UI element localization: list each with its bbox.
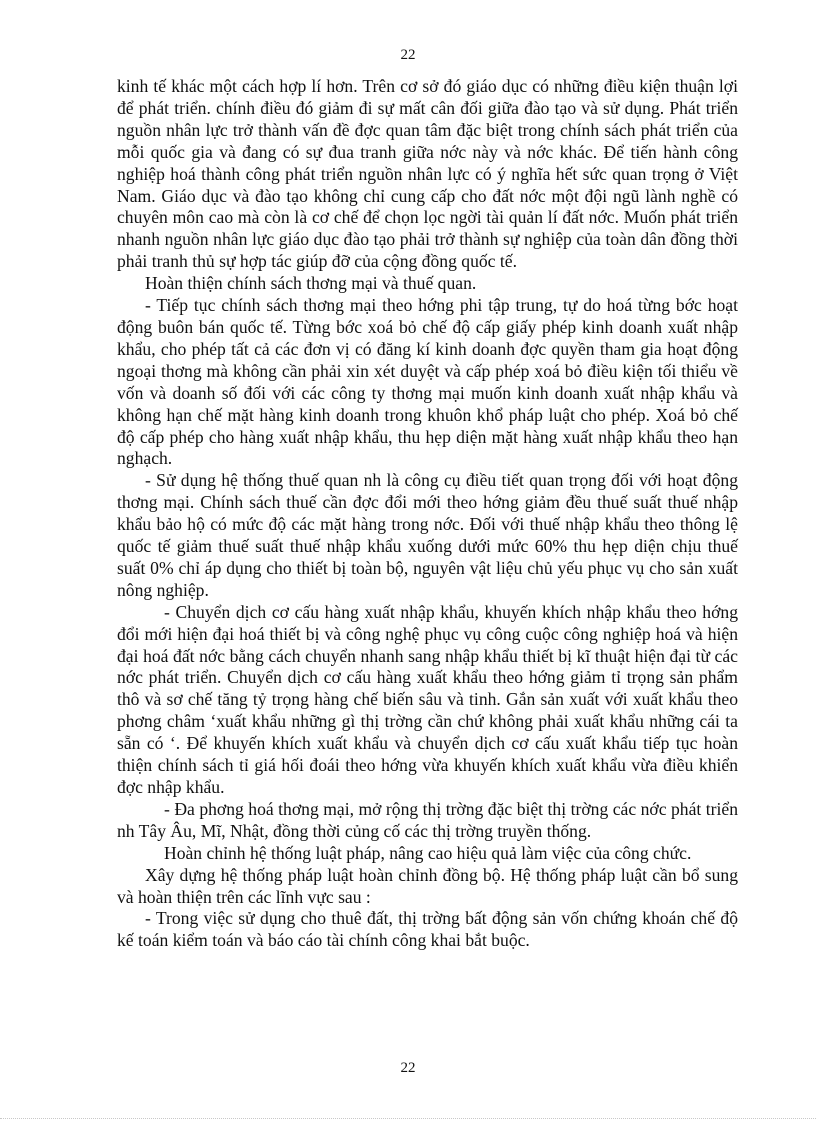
paragraph-tariff-system: - Sử dụng hệ thống thuế quan nh là công cụ điều tiết quan trọng đối với hoạt động thơng mại. Chính sách thuế cần đợc đổi mới theo hớng giảm đều thuế suất thuế nhập khẩu bảo hộ có mức độ các mặt hàng trong nớc. Đối với thuế nhập khẩu theo thông lệ quốc tế giảm thuế suất thuế nhập khẩu xuống dưới mức 60% thu hẹp diện chịu thuế suất 0% chỉ áp dụng cho thiết bị toàn bộ, nguyên vật liệu chủ yếu phục vụ cho sản xuất nông nghiệp.: [117, 470, 738, 600]
heading-legal-system: Hoàn chỉnh hệ thống luật pháp, nâng cao hiệu quả làm việc của công chức.: [164, 842, 692, 863]
paragraph-market-diversification: - Đa phơng hoá thơng mại, mở rộng thị trờng đặc biệt thị trờng các nớc phát triển nh Tây Âu, Mĩ, Nhật, đồng thời củng cố các thị trờng truyền thống.: [117, 798, 738, 841]
paragraph-land-securities: - Trong việc sử dụng cho thuê đất, thị trờng bất động sản vốn chứng khoán chế độ kế toán kiểm toán và báo cáo tài chính công khai bắt buộc.: [117, 908, 738, 951]
paragraph-trade-liberalization: - Tiếp tục chính sách thơng mại theo hớng phi tập trung, tự do hoá từng bớc hoạt động buôn bán quốc tế. Từng bớc xoá bỏ chế độ cấp giấy phép kinh doanh xuất nhập khẩu, cho phép tất cả các đơn vị có đăng kí kinh doanh đợc quyền tham gia hoạt động ngoại thơng mà không cần phải xin xét duyệt và cấp phép xoá bỏ điều kiện tối thiểu về vốn và doanh số đối với các công ty thơng mại muốn kinh doanh xuất nhập khẩu và không hạn chế mặt hàng kinh doanh trong khuôn khổ pháp luật cho phép. Xoá bỏ chế độ cấp phép cho hàng xuất nhập khẩu, thu hẹp diện mặt hàng xuất nhập khẩu theo hạn nghạch.: [117, 295, 738, 469]
paragraph-human-resources: kinh tế khác một cách hợp lí hơn. Trên cơ sở đó giáo dục có những điều kiện thuận lợi để phát triển. chính điều đó giảm đi sự mất cân đối giữa đào tạo và sử dụng. Phát triển nguồn nhân lực trở thành vấn đề đợc quan tâm đặc biệt trong chính sách phát triển của mỗi quốc gia và đang có sự đua tranh giữa nớc này và nớc khác. Để tiến hành công nghiệp hoá thành công phát triển nguồn nhân lực có ý nghĩa hết sức quan trọng ở Việt Nam. Giáo dục và đào tạo không chỉ cung cấp cho đất nớc một đội ngũ lành nghề có chuyên môn cao mà còn là cơ chế để chọn lọc ngời tài quản lí đất nớc. Muốn phát triển nhanh nguồn nhân lực giáo dục đào tạo phải trở thành sự nghiệp của toàn dân đồng thời phải tranh thủ sự hợp tác giúp đỡ của cộng đồng quốc tế.: [117, 76, 738, 272]
page-number-top: 22: [400, 47, 416, 63]
body-text: [117, 76, 738, 952]
paragraph-import-export-structure: - Chuyển dịch cơ cấu hàng xuất nhập khẩu, khuyến khích nhập khẩu theo hớng đổi mới hiện đại hoá thiết bị và công nghệ phục vụ công cuộc công nghiệp hoá và hiện đại hoá đất nớc bằng cách chuyển nhanh sang nhập khẩu thiết bị kĩ thuật hiện đại từ các nớc phát triển. Chuyển dịch cơ cấu hàng xuất khẩu theo hớng giảm tỉ trọng sản phẩm thô và sơ chế tăng tỷ trọng hàng chế biến sâu và tinh. Gắn sản xuất với xuất khẩu theo phơng châm ‘xuất khẩu những gì thị trờng cần chứ không phải xuất khẩu những cái ta sẵn có ‘. Để khuyến khích xuất khẩu và chuyển dịch cơ cấu xuất khẩu tiếp tục hoàn thiện chính sách tỉ giá hối đoái theo hớng vừa khuyến khích xuất khẩu vừa điều khiển đợc nhập khẩu.: [117, 601, 738, 797]
heading-trade-tariff-policy: Hoàn thiện chính sách thơng mại và thuế quan.: [145, 273, 477, 294]
page-number-bottom: 22: [400, 1060, 416, 1076]
page-bottom-divider: [0, 1118, 816, 1119]
paragraph-legal-framework: Xây dựng hệ thống pháp luật hoàn chỉnh đồng bộ. Hệ thống pháp luật cần bổ sung và hoàn thiện trên các lĩnh vực sau :: [117, 864, 738, 907]
